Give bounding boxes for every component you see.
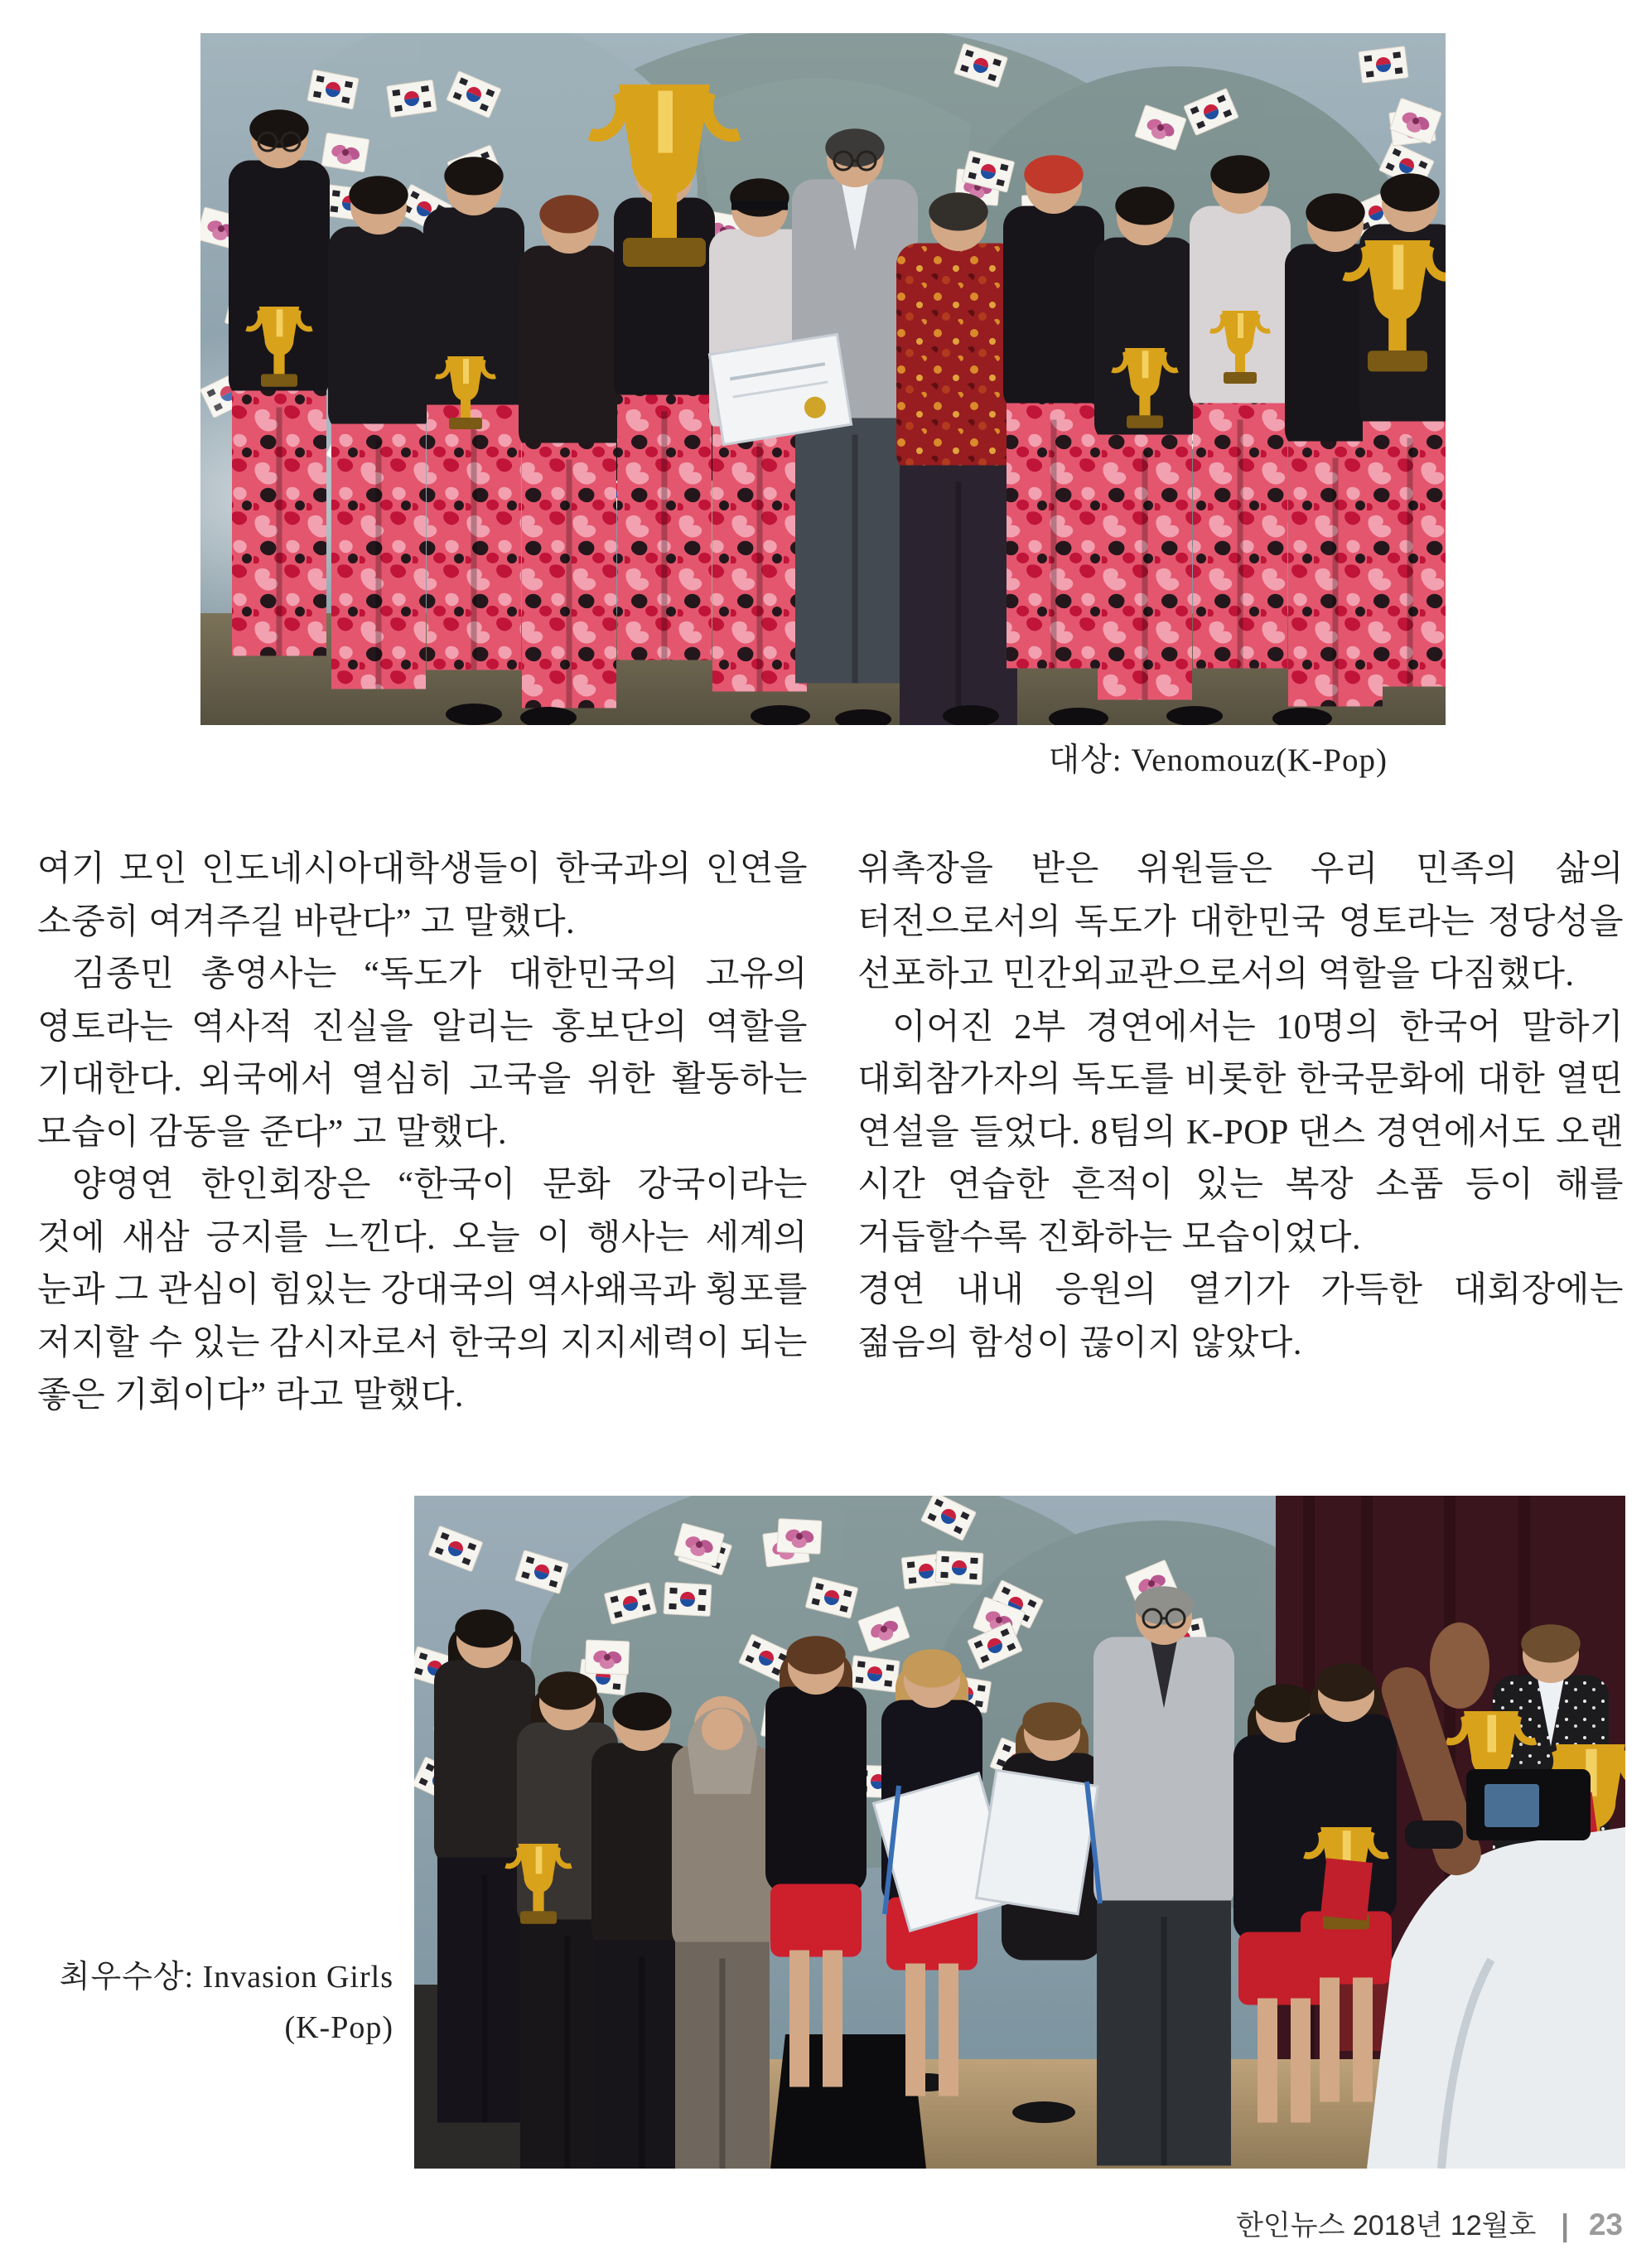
article-column-left bbox=[37, 844, 808, 1423]
caption-best-award-line1: 최우수상: Invasion Girls bbox=[59, 1960, 393, 1995]
backdrop-card bbox=[850, 1656, 900, 1693]
paragraph: 여기 모인 인도네시아대학생들이 한국과의 인연을 소중히 여겨주길 바란다” 고 말했다. bbox=[37, 850, 808, 941]
backdrop-card bbox=[321, 133, 369, 172]
member-white-jacket bbox=[1190, 155, 1291, 668]
member-red-hair bbox=[1003, 155, 1104, 668]
page-footer bbox=[1236, 2203, 1623, 2243]
person-figure bbox=[423, 157, 524, 670]
backdrop-card bbox=[935, 1551, 983, 1585]
member-red-brown-hair bbox=[519, 195, 620, 708]
certificate bbox=[709, 334, 851, 444]
paragraph: 경연 내내 응원의 열기가 가득한 대회장에는 젊음의 함성이 끊이지 않았다. bbox=[857, 1271, 1624, 1362]
photo-grand-prize-illustration bbox=[200, 33, 1446, 725]
article-column-right bbox=[857, 844, 1624, 1370]
footer-page-number: 23 bbox=[1588, 2208, 1623, 2241]
photo-grand-prize-venomouz bbox=[200, 33, 1446, 725]
backdrop-card bbox=[585, 1640, 629, 1675]
backdrop-card bbox=[1359, 46, 1408, 84]
photographer-hand bbox=[1430, 1622, 1489, 1709]
photo-best-award-illustration bbox=[414, 1496, 1625, 2169]
member-hijab bbox=[672, 1696, 773, 2169]
wrist-watch bbox=[1405, 1821, 1463, 1849]
photo-best-award-invasion-girls bbox=[414, 1496, 1625, 2169]
paragraph: 이어진 2부 경연에서는 10명의 한국어 말하기 대회참가자의 독도를 비롯한 한국문화에 대한 열띤 연설을 들었다. 8팀의 K-POP 댄스 경연에서도 오랜 시간 연습한 흔적이 있는 복장 소품 등이 해를 거듭할수록 진화하는 모습이었다. bbox=[857, 1008, 1624, 1257]
caption-best-award bbox=[37, 1952, 393, 2053]
person-figure bbox=[1094, 186, 1195, 699]
elder-gray-suit-presenter bbox=[1093, 1586, 1234, 2165]
official-red-batik bbox=[896, 192, 1021, 725]
camera-screen bbox=[1484, 1784, 1539, 1827]
backdrop-card bbox=[777, 1519, 822, 1555]
person-figure bbox=[328, 176, 429, 689]
caption-best-award-line2: (K-Pop) bbox=[284, 2010, 393, 2045]
caption-grand-prize: 대상: Venomouz(K-Pop) bbox=[1048, 742, 1388, 778]
paragraph: 양영연 한인회장은 “한국이 문화 강국이라는 것에 새삼 긍지를 느낀다. 오늘 이 행사는 세계의 눈과 그 관심이 힘있는 강대국의 역사왜곡과 횡포를 저지할 수 있는 감시자로서 한국의 지지세력이 되는 좋은 기회이다” 라고 말했다. bbox=[37, 1166, 808, 1414]
paragraph: 위촉장을 받은 위원들은 우리 민족의 삶의 터전으로서의 독도가 대한민국 영토라는 정당성을 선포하고 민간외교관으로서의 역할을 다짐했다. bbox=[857, 850, 1624, 994]
paragraph: 김종민 총영사는 “독도가 대한민국의 고유의 영토라는 역사적 진실을 알리는 홍보단의 역할을 기대한다. 외국에서 열심히 고국을 위한 활동하는 모습이 감동을 준다” 고 말했다. bbox=[37, 955, 808, 1152]
backdrop-card bbox=[664, 1583, 712, 1617]
backdrop-card bbox=[387, 80, 437, 117]
footer-issue-label: 한인뉴스 2018년 12월호 bbox=[1236, 2210, 1537, 2241]
footer-separator: | bbox=[1561, 2208, 1569, 2243]
